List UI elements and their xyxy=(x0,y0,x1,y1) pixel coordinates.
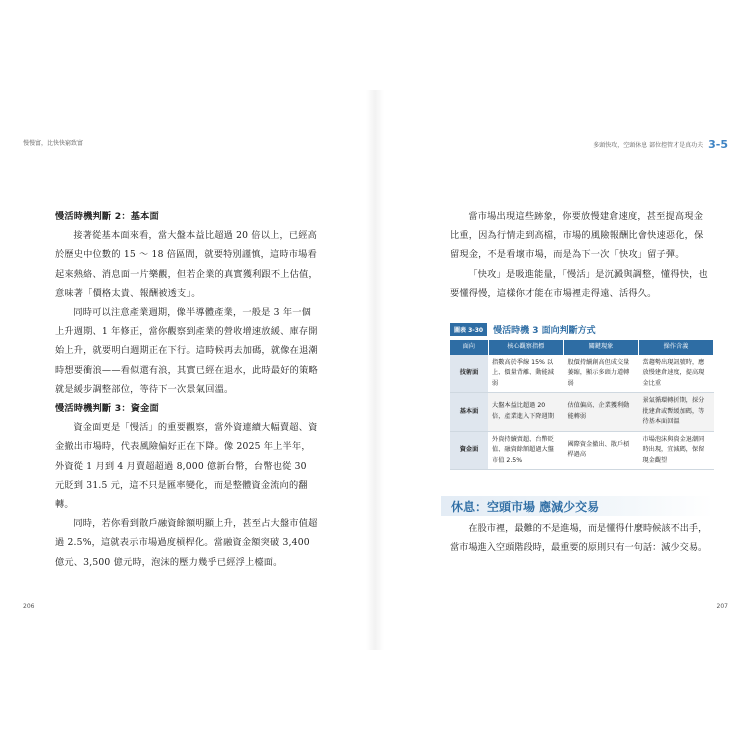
phenomenon-cell: 估值偏高、企業獲利動能轉弱 xyxy=(564,393,639,432)
implication-cell: 景氣循環轉折期，採分批建倉或暫緩加碼，等待基本面回溫 xyxy=(638,393,713,432)
table-row xyxy=(450,431,714,470)
right-intro-text xyxy=(450,207,712,303)
table-header-cell: 面向 xyxy=(450,340,488,355)
table-header-cell: 關鍵現象 xyxy=(564,340,639,355)
section-heading-text: 休息：空頭市場 應減少交易 xyxy=(451,499,600,514)
aspect-cell: 基本面 xyxy=(450,393,488,432)
right-page-number: 207 xyxy=(716,603,728,610)
judgement-table xyxy=(450,340,714,470)
figure-title: 慢活時機 3 面向判斷方式 xyxy=(493,326,596,336)
paragraph: 同時，若你看到散戶融資餘額明顯上升，甚至占大盤市值超過 2.5%，這就表示市場過度槓桿化。當融資金額突破 3,400 億元、3,500 億元時，泡沫的壓力幾乎已經浮上檯面。 xyxy=(55,518,318,568)
figure-badge: 圖表 3-30 xyxy=(450,323,487,336)
paragraph: 「快攻」是吸進能量，「慢活」是沉澱與調整，懂得快，也要懂得慢，這樣你才能在市場裡走得遠、活得久。 xyxy=(450,268,708,299)
indicator-cell: 大盤本益比超過 20 倍，產業進入下降週期 xyxy=(488,393,563,432)
subhead-fundamental: 慢活時機判斷 2：基本面 xyxy=(55,211,159,222)
table-header-row xyxy=(450,340,714,355)
right-running-head xyxy=(593,138,728,151)
paragraph: 接著從基本面來看，當大盤本益比超過 20 倍以上，已經高於歷史中位數的 15 ～ 18 倍區間，就要特別謹慎，這時市場看起來熱絡、消息面一片樂觀，但若企業的真實獲利跟不上估值，意味著「價格太貴、報酬被透支」。 xyxy=(55,230,318,299)
figure-3-30 xyxy=(450,323,714,470)
indicator-cell: 指數高於季線 15% 以上、價量背離、動能減弱 xyxy=(488,355,563,393)
aspect-cell: 技術面 xyxy=(450,355,488,393)
table-row xyxy=(450,393,714,432)
phenomenon-cell: 股價持續創高但成交量萎縮，顯示多頭力道轉弱 xyxy=(564,355,639,393)
indicator-cell: 外資持續賣超、台幣貶值、融資餘額超過大盤市值 2.5% xyxy=(488,431,563,470)
implication-cell: 當趨勢出現訊號時，應放慢建倉速度，提高現金比重 xyxy=(638,355,713,393)
aspect-cell: 資金面 xyxy=(450,431,488,470)
table-header-cell: 操作含義 xyxy=(638,340,713,355)
chapter-number: 3-5 xyxy=(708,138,728,151)
section-body-text xyxy=(450,519,712,557)
left-body-text xyxy=(55,207,318,572)
subhead-capital-flow: 慢活時機判斷 3：資金面 xyxy=(55,403,159,415)
paragraph: 同時可以注意產業週期，像半導體產業，一般是 3 年一個上升週期、1 年修正，當你觀察到產業的營收增速放緩、庫存開始上升，就要明白週期正在下行。這時候再去加碼，就像在退潮時想要衝浪——看似還有浪，其實已經在退水，此時最好的策略就是緩步調整部位，等待下一次景氣回溫。 xyxy=(55,307,318,395)
implication-cell: 市場泡沫與資金退潮同時出現，宜減碼，保留現金觀望 xyxy=(638,431,713,470)
right-page xyxy=(375,0,750,750)
section-heading xyxy=(441,496,713,516)
phenomenon-cell: 國際資金撤出、散戶槓桿過高 xyxy=(564,431,639,470)
table-header-cell: 核心觀察指標 xyxy=(488,340,563,355)
left-running-head: 慢慢富，比快快窮致富 xyxy=(23,140,84,147)
paragraph: 在股市裡，最難的不是進場，而是懂得什麼時候該不出手，當市場進入空頭階段時，最重要的原則只有一句話：減少交易。 xyxy=(450,523,708,554)
figure-caption xyxy=(450,323,714,336)
left-page-number: 206 xyxy=(23,603,35,610)
right-running-head-text: 多頭快攻，空頭休息 部位控管才是真功夫 xyxy=(593,142,704,149)
paragraph: 當市場出現這些跡象，你要放慢建倉速度，甚至提高現金比重，因為行情走到高檔，市場的風險報酬比會快速惡化，保留現金，不是看壞市場，而是為下一次「快攻」留子彈。 xyxy=(450,211,704,261)
table-row xyxy=(450,355,714,393)
paragraph: 資金面更是「慢活」的重要觀察，當外資連續大幅賣超、資金撤出市場時，代表風險偏好正在下降。像 2025 年上半年，外資從 1 月到 4 月賣超超過 8,000 億新台幣，台幣也從 30 元貶到 31.5 元，這不只是匯率變化，而是整體資金流向的翻轉。 xyxy=(55,422,318,511)
